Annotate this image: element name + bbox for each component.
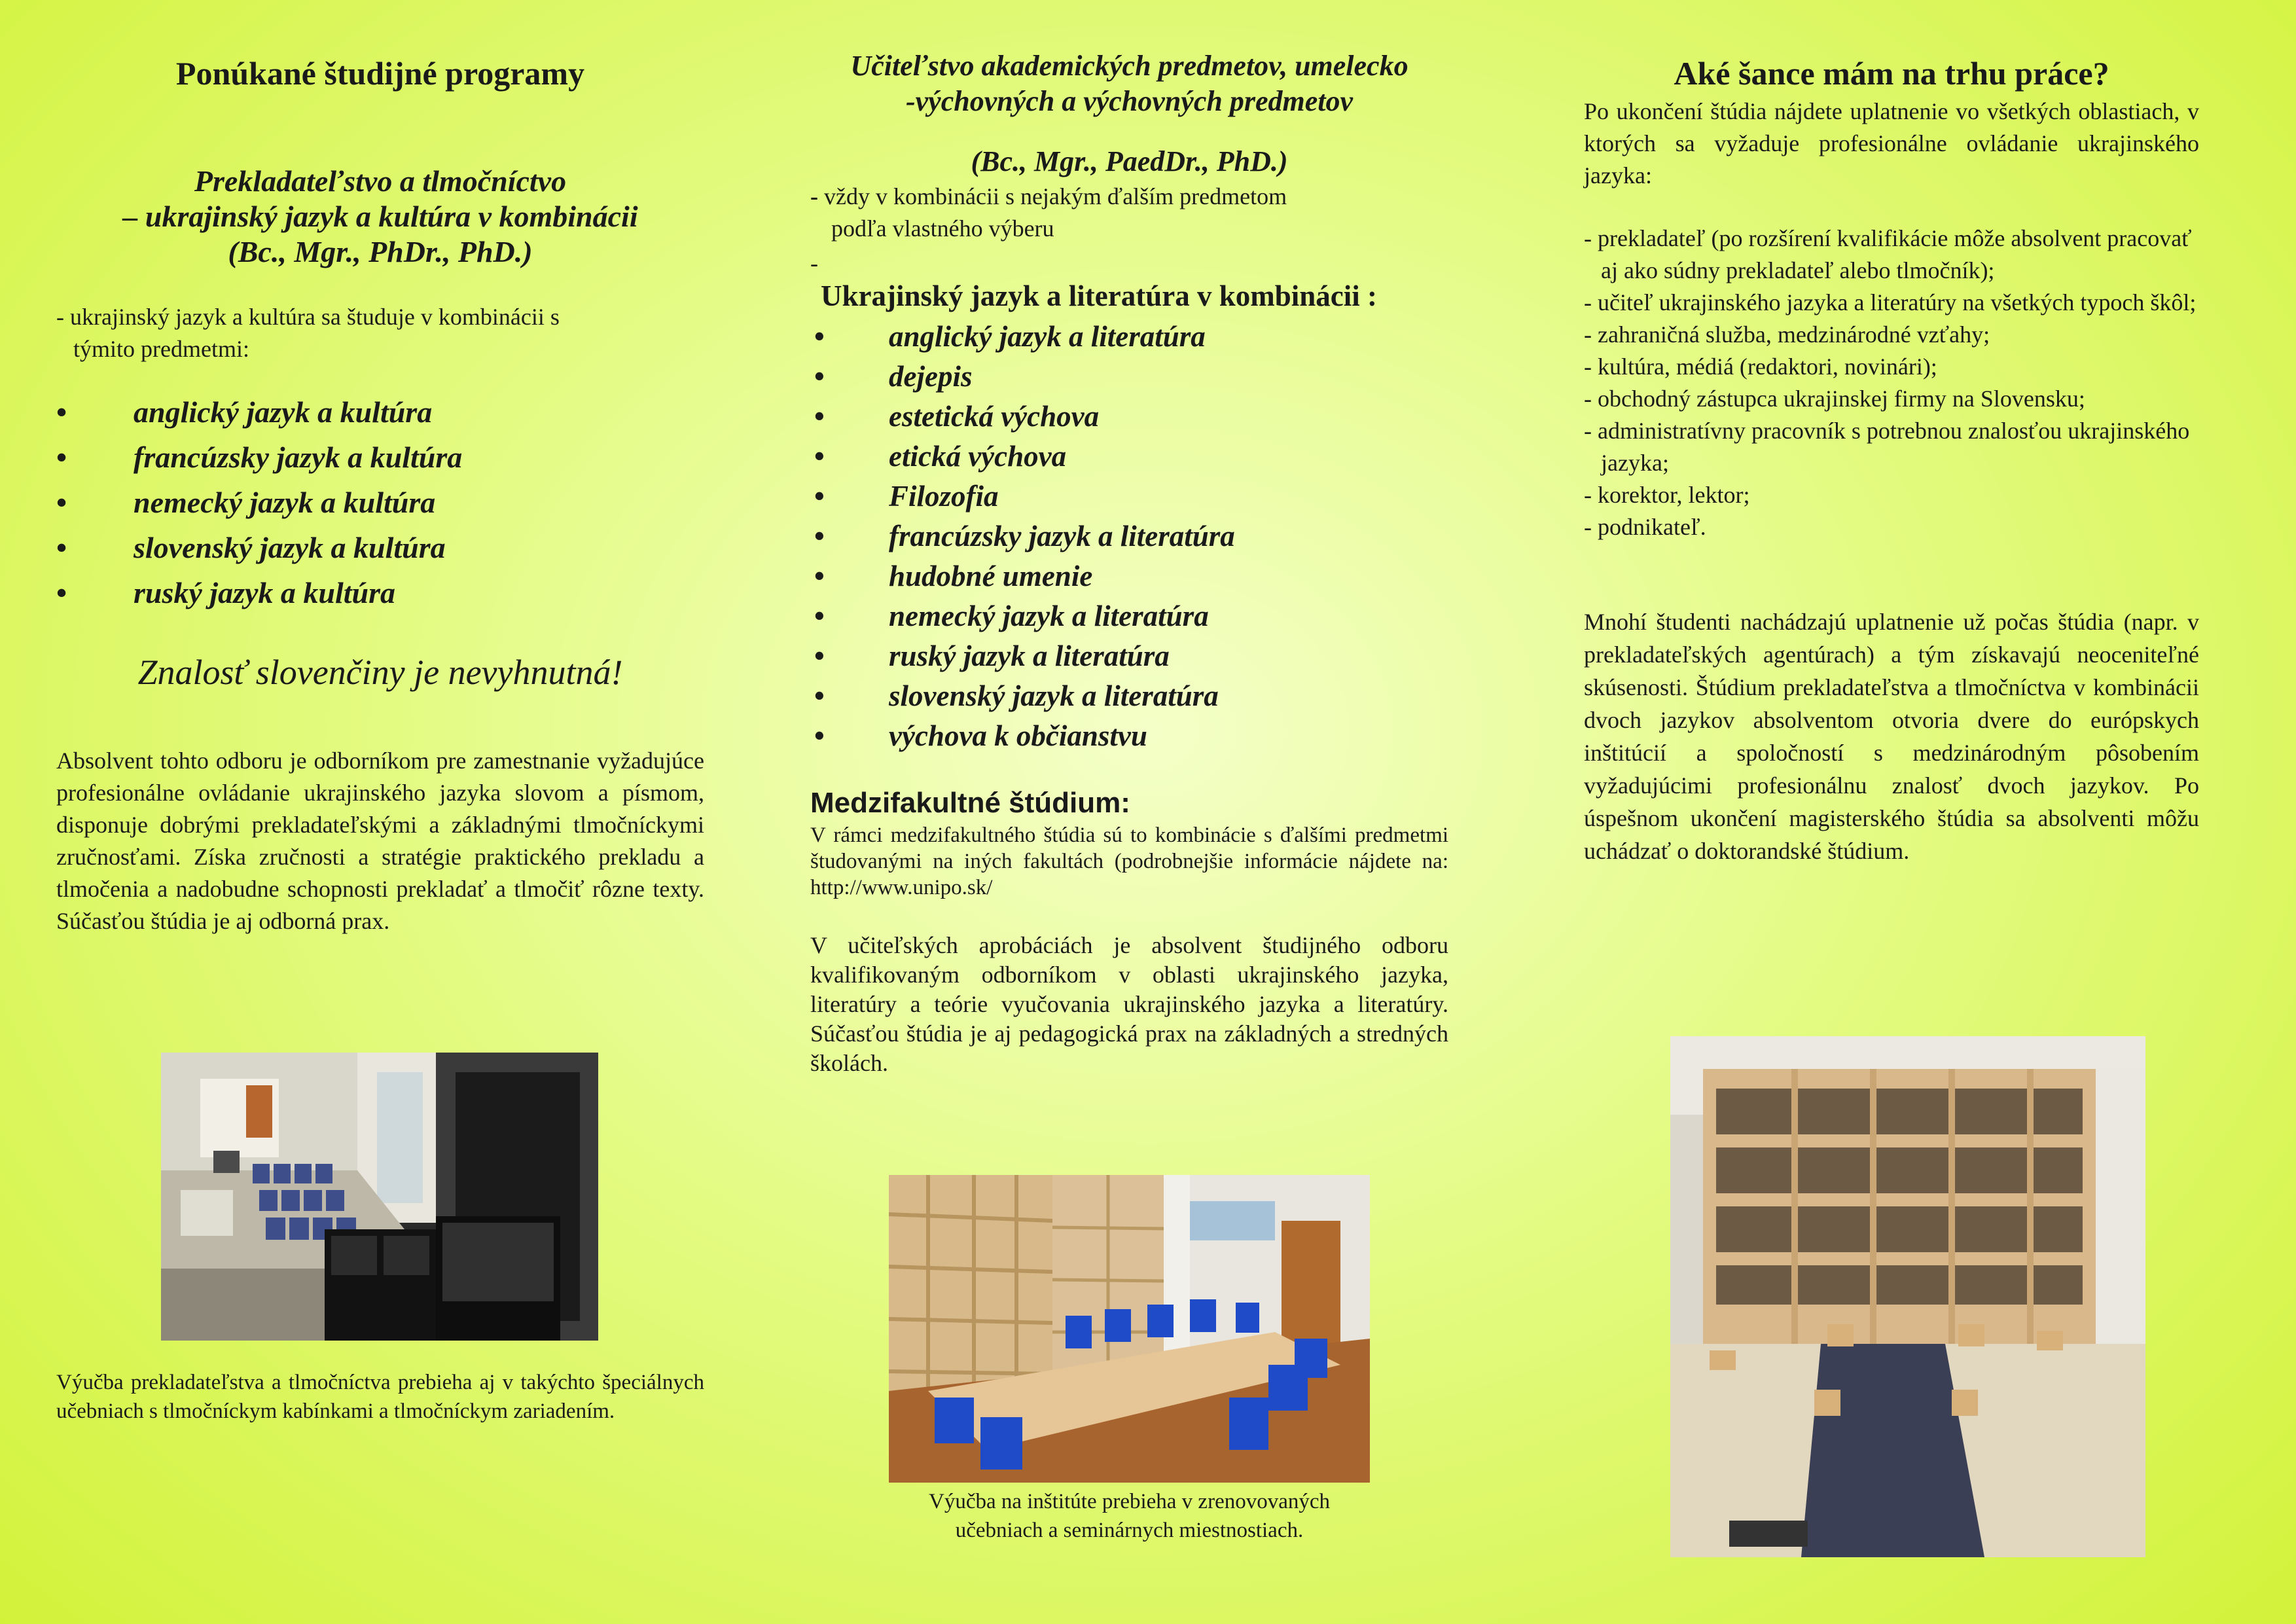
translation-combinations-list xyxy=(56,389,704,615)
list-item: • nemecký jazyk a kultúra xyxy=(56,480,704,525)
list-item: • Filozofia xyxy=(810,477,1448,516)
program-intro-line-1: - ukrajinský jazyk a kultúra sa študuje v kombinácii s xyxy=(56,304,560,330)
interfaculty-description: V rámci medzifakultného štúdia sú to kombinácie s ďalšími predmetmi študovanými na iných fakultách (podrobnejšie informácie nájdete na: http://www.unipo.sk/ xyxy=(810,823,1448,899)
teacher-graduate-description: V učiteľských aprobáciách je absolvent študijného odboru kvalifikovaným odborníkom v oblasti ukrajinského jazyka, literatúry a teórie vyučovania ukrajinského jazyka a literatúry. Súčasťou štúdia je aj pedagogická prax na základných a stredných školách. xyxy=(810,932,1448,1076)
list-item: - kultúra, médiá (redaktori, novinári); xyxy=(1584,353,1937,380)
teacher-combinations-heading: Ukrajinský jazyk a literatúra v kombinácii : xyxy=(821,280,1377,312)
teacher-program-degrees: (Bc., Mgr., PaedDr., PhD.) xyxy=(971,145,1288,177)
list-item: - obchodný zástupca ukrajinskej firmy na Slovensku; xyxy=(1584,386,2085,412)
list-item: - korektor, lektor; xyxy=(1584,482,1750,508)
seminar-photo-caption-line-1: Výučba na inštitúte prebieha v zrenovovaných xyxy=(928,1490,1331,1513)
list-item: • ruský jazyk a kultúra xyxy=(56,570,704,615)
library-classroom-photo xyxy=(1670,1036,2145,1557)
list-item: • slovenský jazyk a kultúra xyxy=(56,525,704,570)
list-item: • slovenský jazyk a literatúra xyxy=(810,676,1448,716)
list-item: - zahraničná služba, medzinárodné vzťahy; xyxy=(1584,321,1990,348)
list-item: • estetická výchova xyxy=(810,397,1448,437)
dash-marker: - xyxy=(810,183,818,209)
seminar-photo-caption-line-2: učebniach a seminárnych miestnostiach. xyxy=(955,1519,1304,1542)
list-item: - podnikateľ. xyxy=(1584,514,1706,540)
teacher-combinations-list xyxy=(810,317,1448,756)
list-item: - učiteľ ukrajinského jazyka a literatúry na všetkých typoch škôl; xyxy=(1584,289,2197,316)
teacher-program-note-line-1 xyxy=(810,181,1448,213)
program-title xyxy=(56,164,704,270)
seminar-photo-caption xyxy=(810,1487,1448,1545)
interfaculty-heading: Medzifakultné štúdium: xyxy=(810,787,1130,819)
teacher-program-note xyxy=(810,181,1448,245)
list-item: • hudobné umenie xyxy=(810,556,1448,596)
graduate-description: Absolvent tohto odboru je odborníkom pre zamestnanie vyžadujúce profesionálne ovládanie ukrajinského jazyka slovom a písmom, disponuje dobrými prekladateľskými a základnými tlmočníckymi zručnosťami. Získa zručnosti a stratégie praktického prekladu a tlmočenia a nadobudne schopnosti prekladať a tlmočiť rôzne texty. Súčasťou štúdia je aj odborná prax. xyxy=(56,748,704,934)
column-teacher-training xyxy=(810,0,1448,1624)
column-study-programs xyxy=(56,0,704,1624)
seminar-room-photo xyxy=(889,1175,1370,1483)
students-description: Mnohí študenti nachádzajú uplatnenie už počas štúdia (napr. v prekladateľských agentúrach) a tým získavajú neoceniteľné skúsenosti. Štúdium prekladateľstva a tlmočníctva v kombinácii dvoch jazykov absolventom otvoria dvere do európskych inštitúcií a spoločností s medzinárodným pôsobením vyžadujúcimi profesionálnu znalosť dvoch jazykov. Po úspešnom ukončení magisterského štúdia sa absolventi môžu uchádzať o doktorandské štúdium. xyxy=(1584,609,2199,864)
interpreting-lab-photo xyxy=(161,1053,598,1341)
program-intro-line-2: týmito predmetmi: xyxy=(73,336,249,362)
list-item: • etická výchova xyxy=(810,437,1448,477)
list-item: • výchova k občianstvu xyxy=(810,716,1448,756)
list-item: • francúzsky jazyk a literatúra xyxy=(810,516,1448,556)
list-item: • anglický jazyk a kultúra xyxy=(56,389,704,435)
list-item: - prekladateľ (po rozšírení kvalifikácie môže absolvent pracovať aj ako súdny prekladateľ alebo tlmočník); xyxy=(1584,225,2192,283)
job-market-heading: Aké šance mám na trhu práce? xyxy=(1674,55,2109,92)
list-item: - administratívny pracovník s potrebnou znalosťou ukrajinského jazyka; xyxy=(1584,418,2190,476)
teacher-program-title-line-1: Učiteľstvo akademických predmetov, umelecko xyxy=(850,50,1408,82)
lab-photo-caption: Výučba prekladateľstva a tlmočníctva prebieha aj v takýchto špeciálnych učebniach s tlmočníckym kabínkami a tlmočníckym zariadením. xyxy=(56,1371,704,1423)
stray-dash: - xyxy=(810,250,818,276)
teacher-program-title-line-2: -výchovných a výchovných predmetov xyxy=(906,85,1353,117)
list-item: • francúzsky jazyk a kultúra xyxy=(56,435,704,480)
teacher-program-note-text: vždy v kombinácii s nejakým ďalším predmetom xyxy=(824,183,1287,209)
page-title: Ponúkané študijné programy xyxy=(175,55,585,92)
list-item: • dejepis xyxy=(810,357,1448,397)
program-title-line-1: Prekladateľstvo a tlmočníctvo xyxy=(194,164,567,198)
program-title-line-3: (Bc., Mgr., PhDr., PhD.) xyxy=(228,235,533,268)
job-list xyxy=(1584,223,2199,543)
job-market-intro: Po ukončení štúdia nájdete uplatnenie vo všetkých oblastiach, v ktorých sa vyžaduje profesionálne ovládanie ukrajinského jazyka: xyxy=(1584,98,2199,189)
slogan: Znalosť slovenčiny je nevyhnutná! xyxy=(137,653,623,692)
teacher-program-note-line-2: podľa vlastného výberu xyxy=(831,215,1054,242)
column-job-market xyxy=(1584,0,2199,1624)
program-intro xyxy=(56,301,704,365)
program-title-line-2: – ukrajinský jazyk a kultúra v kombinácii xyxy=(122,200,638,233)
list-item: • nemecký jazyk a literatúra xyxy=(810,596,1448,636)
list-item: • ruský jazyk a literatúra xyxy=(810,636,1448,676)
list-item: • anglický jazyk a literatúra xyxy=(810,317,1448,357)
teacher-program-title xyxy=(810,48,1448,119)
